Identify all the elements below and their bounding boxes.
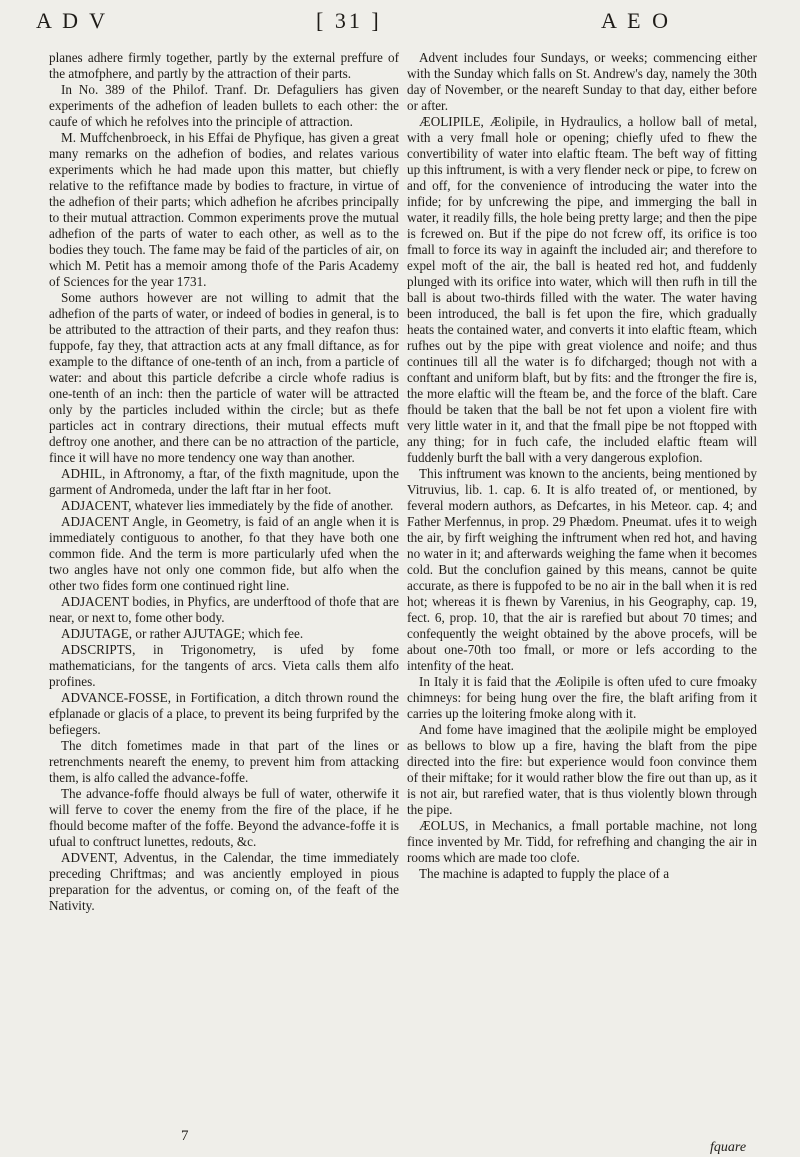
paragraph: The advance-foffe fhould always be full of water, otherwife it will ferve to cover the enemy from the fire of the place, if he fhould become mafter of the foffe. Beyond the advance-foffe it is ufual to conftruct lunettes, redouts, &c. — [49, 786, 399, 849]
paragraph: ADJUTAGE, or rather AJUTAGE; which fee. — [61, 626, 304, 641]
paragraph: M. Muffchenbroeck, in his Effai de Phyfique, has given a great many remarks on the adhefion of bodies, and relates various experiments which he had made upon this matter, but chiefly relative to the refiftance made by bodies to fracture, in virtue of the adhefion of their parts; which adhefion he afcribes principally to their mutual attraction. Common experiments prove the mutual adhefion of the parts of water to each other, as well as to the bodies they touch. The fame may be faid of the particles of air, on which M. Petit has a memoir among thofe of the Paris Academy of Sciences for the year 1731. — [49, 130, 399, 289]
running-header — [0, 8, 800, 42]
paragraph: The machine is adapted to fupply the place of a — [419, 866, 670, 881]
paragraph: The ditch fometimes made in that part of the lines or retrenchments neareft the enemy, to prevent him from attacking them, is alfo called the advance-foffe. — [49, 738, 399, 785]
paragraph: ADVANCE-FOSSE, in Fortification, a ditch thrown round the efplanade or glacis of a place, to prevent its being furprifed by the befiegers. — [49, 690, 399, 737]
paragraph: ÆOLUS, in Mechanics, a fmall portable machine, not long fince invented by Mr. Tidd, for refrefhing and changing the air in rooms which are made too clofe. — [407, 818, 757, 865]
header-left-word: A D V — [36, 8, 109, 33]
paragraph: ADSCRIPTS, in Trigonometry, is ufed by fome mathematicians, for the tangents of arcs. Vieta calls them alfo profines. — [49, 642, 399, 689]
paragraph: planes adhere firmly together, partly by the external preffure of the atmofphere, and partly by the attraction of their parts. — [49, 50, 399, 81]
page-number: [ 31 ] — [316, 8, 382, 33]
paragraph: This inftrument was known to the ancients, being mentioned by Vitruvius, lib. 1. cap. 6. It is alfo treated of, or mentioned, by feveral modern authors, as Defcartes, in his Meteor. cap. 4; and Father Merfennus, in prop. 29 Phædom. Pneumat. ufes it to weigh the air, by firft weighing the inftrument when red hot, and having no water in it; and afterwards weighing the fame when it becomes cold. But the conclufion gained by this means, cannot be quite accurate, as there is fuppofed to be no air in the ball when it is red hot; whereas it is fhewn by Varenius, in his Geography, cap. 19, fect. 6, prop. 10, that the air is rarefied but about 70 times; and confequently the weight obtained by the above procefs, will be about one-70th too fmall, or more or lefs according to the intenfity of the heat. — [407, 466, 757, 673]
header-right-word: A E O — [601, 8, 671, 33]
paragraph: Advent includes four Sundays, or weeks; commencing either with the Sunday which falls on St. Andrew's day, namely the 30th day of November, or the neareft Sunday to that day, either before or after. — [407, 50, 757, 113]
paragraph: Some authors however are not willing to admit that the adhefion of the parts of water, or indeed of bodies in general, is to be attributed to the attraction of their parts, and they reafon thus: fuppofe, fay they, that attraction acts at any fmall diftance, as for example to the diftance of one-tenth of an inch, from a particle of water: and about this particle defcribe a circle whofe radius is one-tenth of an inch: then the particle of water will be attracted only by the particles included within the circle; but as thefe particles act in contrary directions, their mutual effects muft deftroy one another, and there can be no attraction of the particle, fince it will have no more tendency one way than another. — [49, 290, 399, 465]
paragraph: ADJACENT bodies, in Phyfics, are underftood of thofe that are near, or next to, fome other body. — [49, 594, 399, 625]
paragraph: ADJACENT, whatever lies immediately by the fide of another. — [61, 498, 394, 513]
paragraph: In Italy it is faid that the Æolipile is often ufed to cure fmoaky chimneys: for being hung over the fire, the blaft arifing from it carries up the loitering fmoke along with it. — [407, 674, 757, 721]
catchword: fquare — [710, 1140, 747, 1155]
paragraph: ÆOLIPILE, Æolipile, in Hydraulics, a hollow ball of metal, with a very fmall hole or opening; chiefly ufed to fhew the convertibility of water into elaftic fteam. The beft way of fitting up this inftrument, is with a very flender neck or pipe, to fcrew on and off, for the convenience of introducing the water into the infide; for by unfcrewing the pipe, and immerging the ball in water, it readily fills, the hole being pretty large; and then the pipe is fcrewed on. But if the pipe do not fcrew off, its orifice is too fmall to force its way in againft the included air; and therefore to expel moft of the air, the ball is heated red hot, and fuddenly plunged with its orifice into water, which will then rufh in till the ball is about two-thirds filled with the water. The water having been introduced, the ball is fet upon the fire, which gradually heats the contained water, and converts it into elaftic fteam, which rufhes out by the pipe with great violence and noife; and thus continues till all the water is fo difcharged; though not with a conftant and uniform blaft, but by fits: and the ftronger the fire is, the more elaftic will the fteam be, and the force of the blaft. Care fhould be taken that the ball be not fet upon a violent fire with very little water in it, and that the fmall pipe be not ftopped with any thing; for in fuch cafe, the included elaftic fteam will fuddenly burft the ball with a very dangerous explofion. — [407, 114, 757, 465]
paragraph: ADJACENT Angle, in Geometry, is faid of an angle when it is immediately contiguous to another, fo that they have both one common fide. And the term is more particularly ufed when the two angles have not only one common fide, but alfo when the other two fides form one continued right line. — [49, 514, 399, 593]
signature-mark: 7 — [181, 1128, 189, 1144]
right-column — [407, 50, 757, 882]
paragraph: ADVENT, Adventus, in the Calendar, the time immediately preceding Chriftmas; and was anciently employed in pious preparation for the adventus, or coming on, of the feaft of the Nativity. — [49, 850, 399, 913]
left-column — [49, 50, 399, 914]
paragraph: And fome have imagined that the æolipile might be employed as bellows to blow up a fire, having the blaft from the pipe directed into the fire: but experience would foon convince them of their miftake; for it would rather blow the fire out than up, as it is not air, but rarefied water, that is thus violently blown through the pipe. — [407, 722, 757, 817]
paragraph: ADHIL, in Aftronomy, a ftar, of the fixth magnitude, upon the garment of Andromeda, under the laft ftar in her foot. — [49, 466, 399, 497]
paragraph: In No. 389 of the Philof. Tranf. Dr. Defaguliers has given experiments of the adhefion of leaden bullets to each other: the caufe of which he refolves into the principle of attraction. — [49, 82, 399, 129]
